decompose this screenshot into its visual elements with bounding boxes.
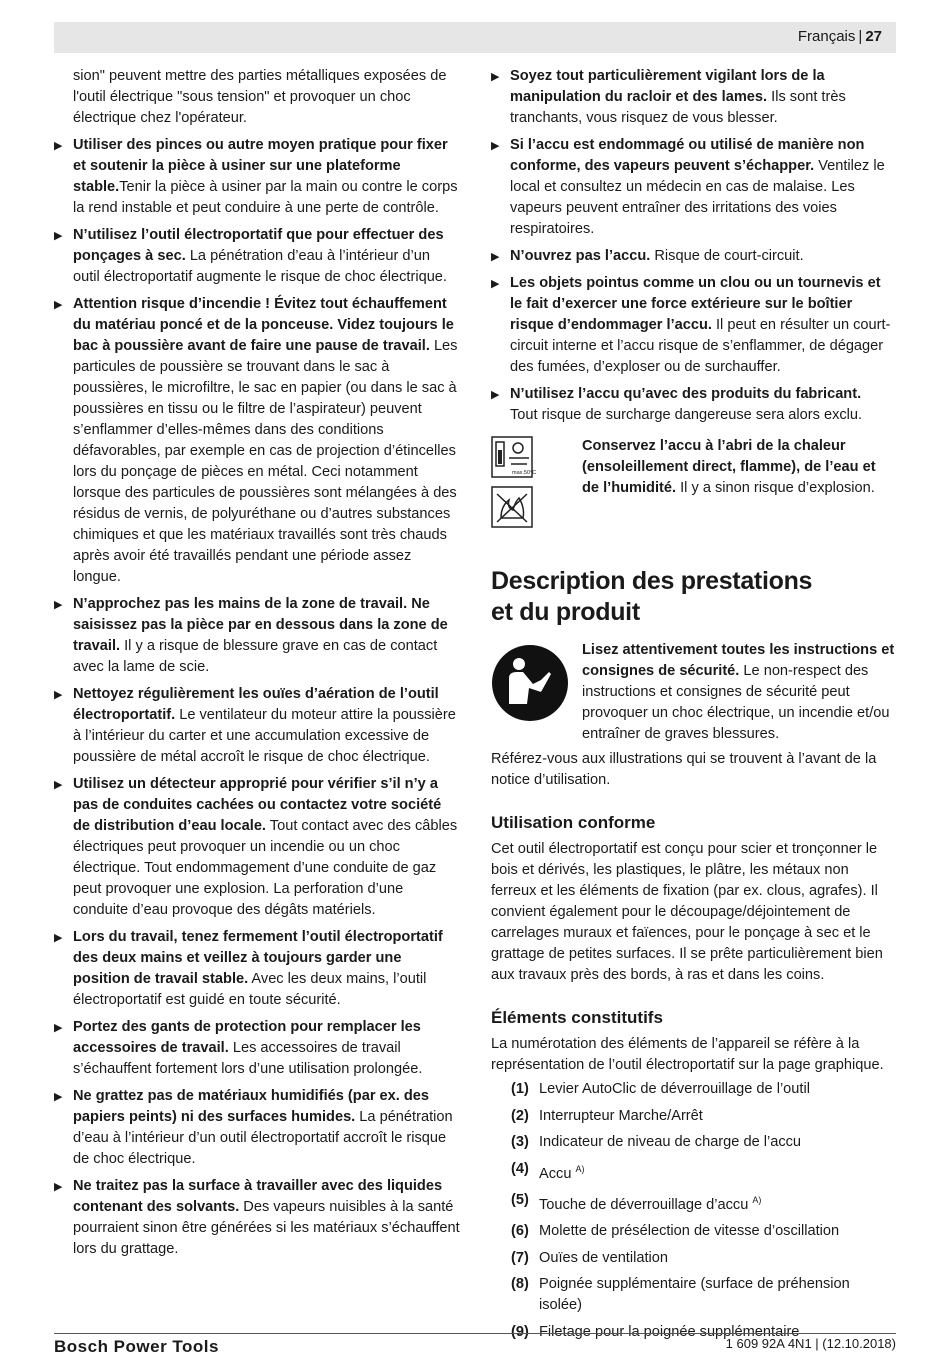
- right-column: [491, 66, 896, 1348]
- component-number: (2): [511, 1107, 529, 1124]
- safety-item-bold: Soyez tout particulièrement vigilant lors de la manipulation du racloir et des lames.: [510, 68, 825, 105]
- component-number: (6): [511, 1223, 529, 1240]
- safety-item-text: Tenir la pièce à usiner par la main ou contre le corps la rend instable et peut conduire à une perte de contrôle.: [73, 179, 458, 216]
- section-title-line-2: et du produit: [491, 598, 640, 626]
- refer-illustrations-text: Référez-vous aux illustrations qui se trouvent à l’avant de la notice d’utilisation.: [491, 751, 877, 788]
- left-safety-list: [54, 135, 460, 1260]
- continuation-text: sion" peuvent mettre des parties métalliques exposées de l'outil électrique "sous tension" et provoquer un choc électrique chez l'opérateur.: [73, 68, 447, 126]
- heat-water-warning-icon: [491, 436, 537, 478]
- safety-item-text: Ventilez le local et consultez un médecin en cas de malaise. Les vapeurs peuvent entraîner des irritations des voies respiratoires.: [510, 158, 885, 237]
- component-item: [491, 1106, 896, 1127]
- bullet-triangle-icon: ▶: [54, 299, 63, 311]
- safety-item-text: Risque de court-circuit.: [650, 248, 804, 264]
- component-label: Indicateur de niveau de charge de l’accu: [539, 1134, 802, 1150]
- component-number: (7): [511, 1249, 529, 1266]
- left-column: [54, 66, 460, 1266]
- section-title-line-1: Description des prestations: [491, 567, 813, 595]
- component-item: [491, 1190, 896, 1216]
- safety-item: [54, 594, 460, 678]
- component-number: (9): [511, 1323, 529, 1340]
- component-item: [491, 1221, 896, 1242]
- safety-item-text: Tout contact avec des câbles électriques peut provoquer un incendie ou un choc électrique. Tout endommagement d’une conduite de gaz peut provoquer une explosion. La perforation d’une conduite d’eau provoque des dégâts matériels.: [73, 818, 458, 918]
- components-heading: Éléments constitutifs: [491, 1008, 663, 1027]
- component-number: (3): [511, 1134, 529, 1150]
- safety-item-text: Des vapeurs nuisibles à la santé pourraient sinon être générées si les matériaux s’échauffent lors du grattage.: [73, 1199, 460, 1257]
- read-manual-icon: [491, 644, 569, 722]
- safety-item-continuation: Tout risque de surcharge dangereuse sera alors exclu.: [510, 407, 863, 423]
- bullet-triangle-icon: ▶: [54, 230, 63, 242]
- page-number: 27: [865, 28, 882, 45]
- heat-warning-bold: Conservez l’accu à l’abri de la chaleur (ensoleillement direct, flamme), de l’eau et de l’humidité.: [582, 438, 876, 496]
- bullet-triangle-icon: ▶: [54, 599, 63, 611]
- components-list: [491, 1079, 896, 1343]
- safety-item-text: Il y a risque de blessure grave en cas de contact avec la lame de scie.: [73, 638, 438, 675]
- read-instructions: [491, 640, 896, 745]
- component-number: (5): [511, 1191, 529, 1208]
- component-footnote: A): [752, 1194, 762, 1205]
- component-label: Touche de déverrouillage d’accu: [539, 1196, 753, 1213]
- safety-item: [54, 1086, 460, 1170]
- safety-item-text: Les particules de poussière se trouvant dans le sac à poussières, le microfiltre, le sac en papier (ou dans le sac à poussières en tissu ou le filtre de l’aspirateur) peuvent s’enflammer d’elles-mêmes dans des conditions défavorables, par exemple en cas de projection d’étincelles lors du ponçage de pièces en métal. Ceci notamment lorsque des particules de poussières sont mélangées à des résidus de vernis, de polyuréthane ou d’autres substances chimiques et que les matériaux travaillés sont très chauds après avoir été travaillés pendant une période assez longue.: [73, 338, 458, 585]
- safety-item: [54, 684, 460, 768]
- component-label: Levier AutoClic de déverrouillage de l’outil: [539, 1081, 810, 1097]
- page-header: [54, 22, 896, 53]
- bullet-triangle-icon: ▶: [54, 140, 63, 152]
- component-footnote: A): [575, 1163, 585, 1174]
- component-label: Ouïes de ventilation: [539, 1249, 668, 1266]
- header-language: Français: [797, 28, 856, 45]
- safety-item: [491, 66, 896, 129]
- component-label: Accu: [539, 1165, 576, 1182]
- safety-item-bold: Utilisez un détecteur approprié pour vérifier s’il n’y a pas de conduites cachées ou contactez votre société de distribution d’eau locale.: [73, 776, 442, 834]
- component-label: Molette de présélection de vitesse d’oscillation: [539, 1223, 840, 1240]
- safety-item: [54, 135, 460, 219]
- safety-item-bold: Attention risque d’incendie ! Évitez tout échauffement du matériau poncé et de la ponceuse. Videz toujours le bac à poussière avant de faire une pause de travail.: [73, 296, 454, 354]
- bullet-triangle-icon: ▶: [54, 1022, 63, 1034]
- safety-item-bold: Lors du travail, tenez fermement l’outil électroportatif des deux mains et veillez à toujours garder une position de travail stable.: [73, 929, 443, 987]
- components-intro: La numérotation des éléments de l’appareil se réfère à la représentation de l’outil électroportatif sur la page graphique.: [491, 1036, 884, 1073]
- safety-item-bold: Les objets pointus comme un clou ou un tournevis et le fait d’exercer une force extérieure sur le boîtier risque d’endommager l’accu.: [510, 275, 881, 333]
- bullet-triangle-icon: ▶: [491, 140, 500, 152]
- safety-item-text: Il peut en résulter un court-circuit interne et l’accu risque de s’enflammer, de dégager des fumées, d’exploser ou de surchauffer.: [510, 317, 891, 375]
- footer-rule: [54, 1333, 896, 1334]
- component-label: Poignée supplémentaire (surface de préhension isolée): [539, 1276, 850, 1314]
- intended-use-heading: Utilisation conforme: [491, 813, 656, 832]
- component-number: (1): [511, 1081, 529, 1097]
- safety-item-bold: Si l’accu est endommagé ou utilisé de manière non conforme, des vapeurs peuvent s’échapper.: [510, 137, 865, 174]
- safety-item-bold: Ne grattez pas de matériaux humidifiés (par ex. des papiers peints) ni des surfaces humides.: [73, 1088, 430, 1125]
- safety-item-bold: Ne traitez pas la surface à travailler avec des liquides contenant des solvants.: [73, 1178, 443, 1215]
- safety-item-text: La pénétration d’eau à l’intérieur d’un outil électroportatif augmente le risque de choc électrique.: [73, 248, 447, 285]
- bullet-triangle-icon: ▶: [54, 689, 63, 701]
- component-item: [491, 1079, 896, 1100]
- footer-brand: Bosch Power Tools: [54, 1337, 219, 1356]
- bullet-triangle-icon: ▶: [491, 71, 500, 83]
- safety-item-bold: Portez des gants de protection pour remplacer les accessoires de travail.: [73, 1019, 421, 1056]
- safety-item: [491, 135, 896, 240]
- safety-item-text: Les accessoires de travail s’échauffent fortement lors d’une utilisation prolongée.: [73, 1040, 423, 1077]
- safety-item-text: Avec les deux mains, l’outil électroportatif est guidé en toute sécurité.: [73, 971, 427, 1008]
- safety-item: [54, 225, 460, 288]
- read-instructions-bold: Lisez attentivement toutes les instructions et consignes de sécurité.: [582, 642, 895, 679]
- header-separator: |: [858, 28, 863, 45]
- section-title: [491, 566, 896, 628]
- safety-item-bold: N’ouvrez pas l’accu.: [510, 248, 651, 264]
- component-number: (8): [511, 1276, 529, 1293]
- safety-item: [54, 1017, 460, 1080]
- safety-item-text: Ils sont très tranchants, vous risquez de vous blesser.: [510, 89, 846, 126]
- no-fire-icon: [491, 486, 533, 528]
- bullet-triangle-icon: ▶: [491, 389, 500, 401]
- heat-icon-label: max.50°C: [512, 470, 537, 476]
- component-item: [491, 1159, 896, 1185]
- intended-use-text: Cet outil électroportatif est conçu pour scier et tronçonner le bois et dérivés, les plastiques, le plâtre, les métaux non ferreux et les éléments de fixation (par ex. clous, agrafes). Il convient également pour le découpage/déjointement de carrelages muraux et faïences, pour le ponçage à sec et le grattage de petites surfaces. Il se prête particulièrement bien aux travaux près des bords, à ras et dans les coins.: [491, 841, 883, 983]
- footer-document-number: 1 609 92A 4N1 | (12.10.2018): [725, 1336, 896, 1351]
- component-label: Interrupteur Marche/Arrêt: [539, 1107, 703, 1124]
- bullet-triangle-icon: ▶: [54, 779, 63, 791]
- safety-item-text: Le ventilateur du moteur attire la poussière à l’intérieur du carter et une accumulation excessive de poussière de métal accroît le risque de choc électrique.: [73, 707, 456, 765]
- bullet-triangle-icon: ▶: [54, 932, 63, 944]
- safety-item-bold: N’approchez pas les mains de la zone de travail. Ne saisissez pas la pièce par en dessous dans la zone de travail.: [73, 596, 448, 654]
- component-number: (4): [511, 1160, 529, 1177]
- safety-item-bold: Utiliser des pinces ou autre moyen pratique pour fixer et soutenir la pièce à usiner sur une plateforme stable.: [73, 137, 448, 195]
- safety-item: [54, 1176, 460, 1260]
- safety-item: [54, 927, 460, 1011]
- heat-warning: [491, 436, 896, 528]
- component-item: [491, 1274, 896, 1316]
- safety-item: [54, 774, 460, 921]
- component-item: [491, 1248, 896, 1269]
- heat-warning-text: Il y a sinon risque d’explosion.: [676, 480, 875, 496]
- safety-item-text: La pénétration d’eau à l’intérieur d’un outil électroportatif accroît le risque de choc électrique.: [73, 1109, 453, 1167]
- bullet-triangle-icon: ▶: [491, 278, 500, 290]
- safety-item-bold: Nettoyez régulièrement les ouïes d’aération de l’outil électroportatif.: [73, 686, 439, 723]
- component-label: Filetage pour la poignée supplémentaire: [539, 1323, 800, 1340]
- header-right: [798, 28, 882, 45]
- bullet-triangle-icon: ▶: [491, 251, 500, 263]
- safety-item-bold: N’utilisez l’outil électroportatif que pour effectuer des ponçages à sec.: [73, 227, 444, 264]
- safety-item: [491, 246, 896, 267]
- safety-item: [491, 273, 896, 378]
- safety-item: [54, 294, 460, 588]
- safety-item-bold: N’utilisez l’accu qu’avec des produits du fabricant.: [510, 386, 862, 402]
- read-instructions-text: Le non-respect des instructions et consignes de sécurité peut provoquer un choc électrique, un incendie et/ou entraîner de graves blessures.: [582, 663, 890, 742]
- bullet-triangle-icon: ▶: [54, 1091, 63, 1103]
- right-safety-list: [491, 66, 896, 426]
- bullet-triangle-icon: ▶: [54, 1181, 63, 1193]
- safety-item: [491, 384, 896, 405]
- component-item: [491, 1132, 896, 1153]
